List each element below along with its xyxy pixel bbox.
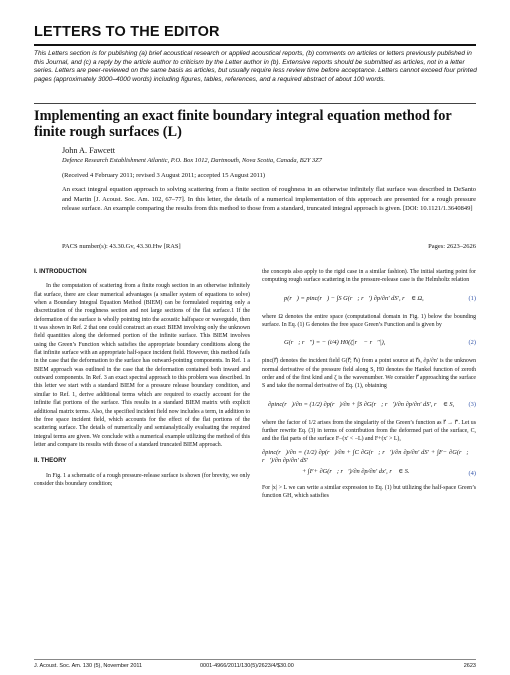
equation-2-body: G(r⃗; r⃗′′) = − (i/4) H0(ζ|r⃗ − r⃗′′|),	[284, 339, 386, 347]
equation-1-number[interactable]: (1)	[468, 294, 476, 302]
right-paragraph-5: For |x| > L we can write a similar expression to Eq. (1) but utilizing the half-space Green’s function GH, which satisfies	[262, 484, 476, 500]
equation-3-number[interactable]: (3)	[468, 400, 476, 408]
editor-note: This Letters section is for publishing (a) brief acoustical research or applied acoustical reports, (b) comments on articles or letters previously published in this Journal, and (c) a reply by the article author to criticism by the Letter author in (b). Extensive reports should be submitted as articles, not in a letter series. Letters are peer-reviewed on the same basis as articles, but usually require less review time before acceptance. Letters cannot exceed four printed pages (approximately 3000–4000 words) including figures, tables, references, and a required abstract of about 100 words.	[34, 50, 477, 83]
equation-4-line-2: + ∫F+ ∂G(r⃗; r⃗′)/∂n ∂p/∂n′ dx′, r⃗ ∈ S.	[302, 468, 410, 476]
theory-heading: II. THEORY	[34, 457, 67, 465]
received-dates: (Received 4 February 2011; revised 3 August 2011; accepted 15 August 2011)	[62, 172, 266, 179]
left-column	[34, 268, 250, 488]
section-header: LETTERS TO THE EDITOR	[34, 24, 220, 40]
footer-rule	[34, 659, 476, 660]
affiliation: Defence Research Establishment Atlantic, P.O. Box 1012, Dartmouth, Nova Scotia, Canada, B2Y 3Z7	[62, 157, 322, 164]
equation-1-body: p(r⃗) = pinc(r⃗) − ∫S G(r⃗; r⃗′) ∂p/∂n′ dS′, r⃗ ∈ Ω,	[284, 294, 424, 302]
equation-1	[262, 290, 476, 308]
footer-issn: 0001-4966/2011/130(5)/2623/4/$30.00	[200, 663, 294, 669]
right-paragraph-3: pinc(r⃗) denotes the incident field G(r⃗; r⃗s) from a point source at r⃗s, ∂p/∂n′ is the unknown normal derivative of the pressure field along S, H0 denotes the Hankel function of zeroth order and of the first kind and ζ is the wavenumber. We consider r⃗ approaching the surface S and take the normal derivative of Eq. (1), obtaining	[262, 358, 476, 390]
equation-2	[262, 334, 476, 352]
author: John A. Fawcett	[62, 146, 115, 155]
equation-3-body: ∂pinc(r⃗)/∂n = (1/2) ∂p(r⃗)/∂n + ∫S ∂G(r⃗; r⃗′)/∂n ∂p/∂n′ dS′, r⃗ ∈ S,	[268, 400, 455, 408]
right-paragraph-1: the concepts also apply to the rigid case in a similar fashion). The initial starting point for computing rough surface scattering in the pressure-release case is the Helmholtz relation	[262, 269, 476, 284]
abstract: An exact integral equation approach to solving scattering from a finite section of roughness in an otherwise infinitely flat surface was described in DeSanto and Martin [J. Acoust. Soc. Am. 102, 67–77]. In this letter, the details of a numerical implementation of this approach are presented for a rough pressure release surface. An example comparing the results from this method to those from a standard, truncated integral approach is given. [DOI: 10.1121/1.3640849]	[62, 186, 476, 213]
footer-journal: J. Acoust. Soc. Am. 130 (5), November 2011	[34, 663, 143, 669]
pacs-numbers: PACS number(s): 43.30.Gv, 43.30.Hw [RAS]	[62, 243, 181, 250]
right-column	[262, 268, 476, 500]
intro-paragraph: In the computation of scattering from a finite rough section in an otherwise infinitely flat surface, there are clear numerical advantages (a smaller system of equations to solve) when a Boundary Integral Equation Method (BIEM) can be formulated requiring only a discretization of the roughness section and not large sections of the flat surface.1 If the deformation of the surface is wholly pointing into the acoustic halfspace or waveguide, then it was shown in Ref. 2 that one could construct an exact BIEM involving only the unknown field quantities along the deformed portion of the infinite surface. This BIEM involves using the Green’s Function which satisfies the appropriate boundary conditions along the flat infinite surface with an appropriate half-space incident field. However, this method fails in the case that the deformation to the surface has outward-pointing components. In Ref. 1 a BIEM approach was outlined in the case that the deformation contained both inward and outward components. In Ref. 3 an exact spectral approach to this problem was described. In this letter we start with a standard BIEM for a pressure release boundary condition, and similar to Ref. 1, derive additional terms which are required to exactly account for the infinite flat portions of the surface. This results in a standard BIEM matrix with explicit additional matrix terms. Also, the specified incident field now includes a term, in addition to the free space incident field, which accounts for the effect of the flat portions of the scattering surface. The details of numerically and semianalytically evaluating the required integral terms are given. We conclude with a numerical example utilizing the method of this letter and compare its results with those of a standard truncated BIEM approach.	[34, 283, 251, 448]
intro-heading: I. INTRODUCTION	[34, 268, 87, 275]
equation-2-number[interactable]: (2)	[468, 339, 476, 347]
theory-paragraph: In Fig. 1 a schematic of a rough pressure-release surface is shown (for brevity, we only consider this boundary condition;	[34, 472, 250, 487]
right-paragraph-2: where Ω denotes the entire space (computational domain in Fig. 1) below the bounding surface. In Eq. (1) G denotes the free space Green’s Function and is given by	[262, 313, 476, 329]
article-title: Implementing an exact finite boundary integral equation method for finite rough surfaces (L)	[34, 108, 452, 140]
footer-page-number: 2623	[463, 663, 476, 669]
equation-4-line-1: ∂pinc(r⃗)/∂n = (1/2) ∂p(r⃗)/∂n + ∫C ∂G(r⃗; r⃗′)/∂n ∂p/∂n′ dS′ + ∫F− ∂G(r⃗; r⃗′)/∂n ∂p/∂n′ dS′	[262, 448, 469, 465]
note-rule	[34, 103, 476, 104]
equation-4-number[interactable]: (4)	[468, 470, 476, 478]
page-range: Pages: 2623–2626	[428, 243, 476, 250]
right-paragraph-4: where the factor of 1/2 arises from the singularity of the Green’s function as r⃗ → r⃗′. Let us further rewrite Eq. (3) in terms of contribution from the deformed part of the surface, C, and the flat parts of the surface F−(x′ < −L) and F+(x′ > L),	[262, 419, 476, 443]
equation-3	[262, 396, 476, 414]
equation-4	[262, 449, 476, 479]
header-rule	[34, 44, 476, 46]
